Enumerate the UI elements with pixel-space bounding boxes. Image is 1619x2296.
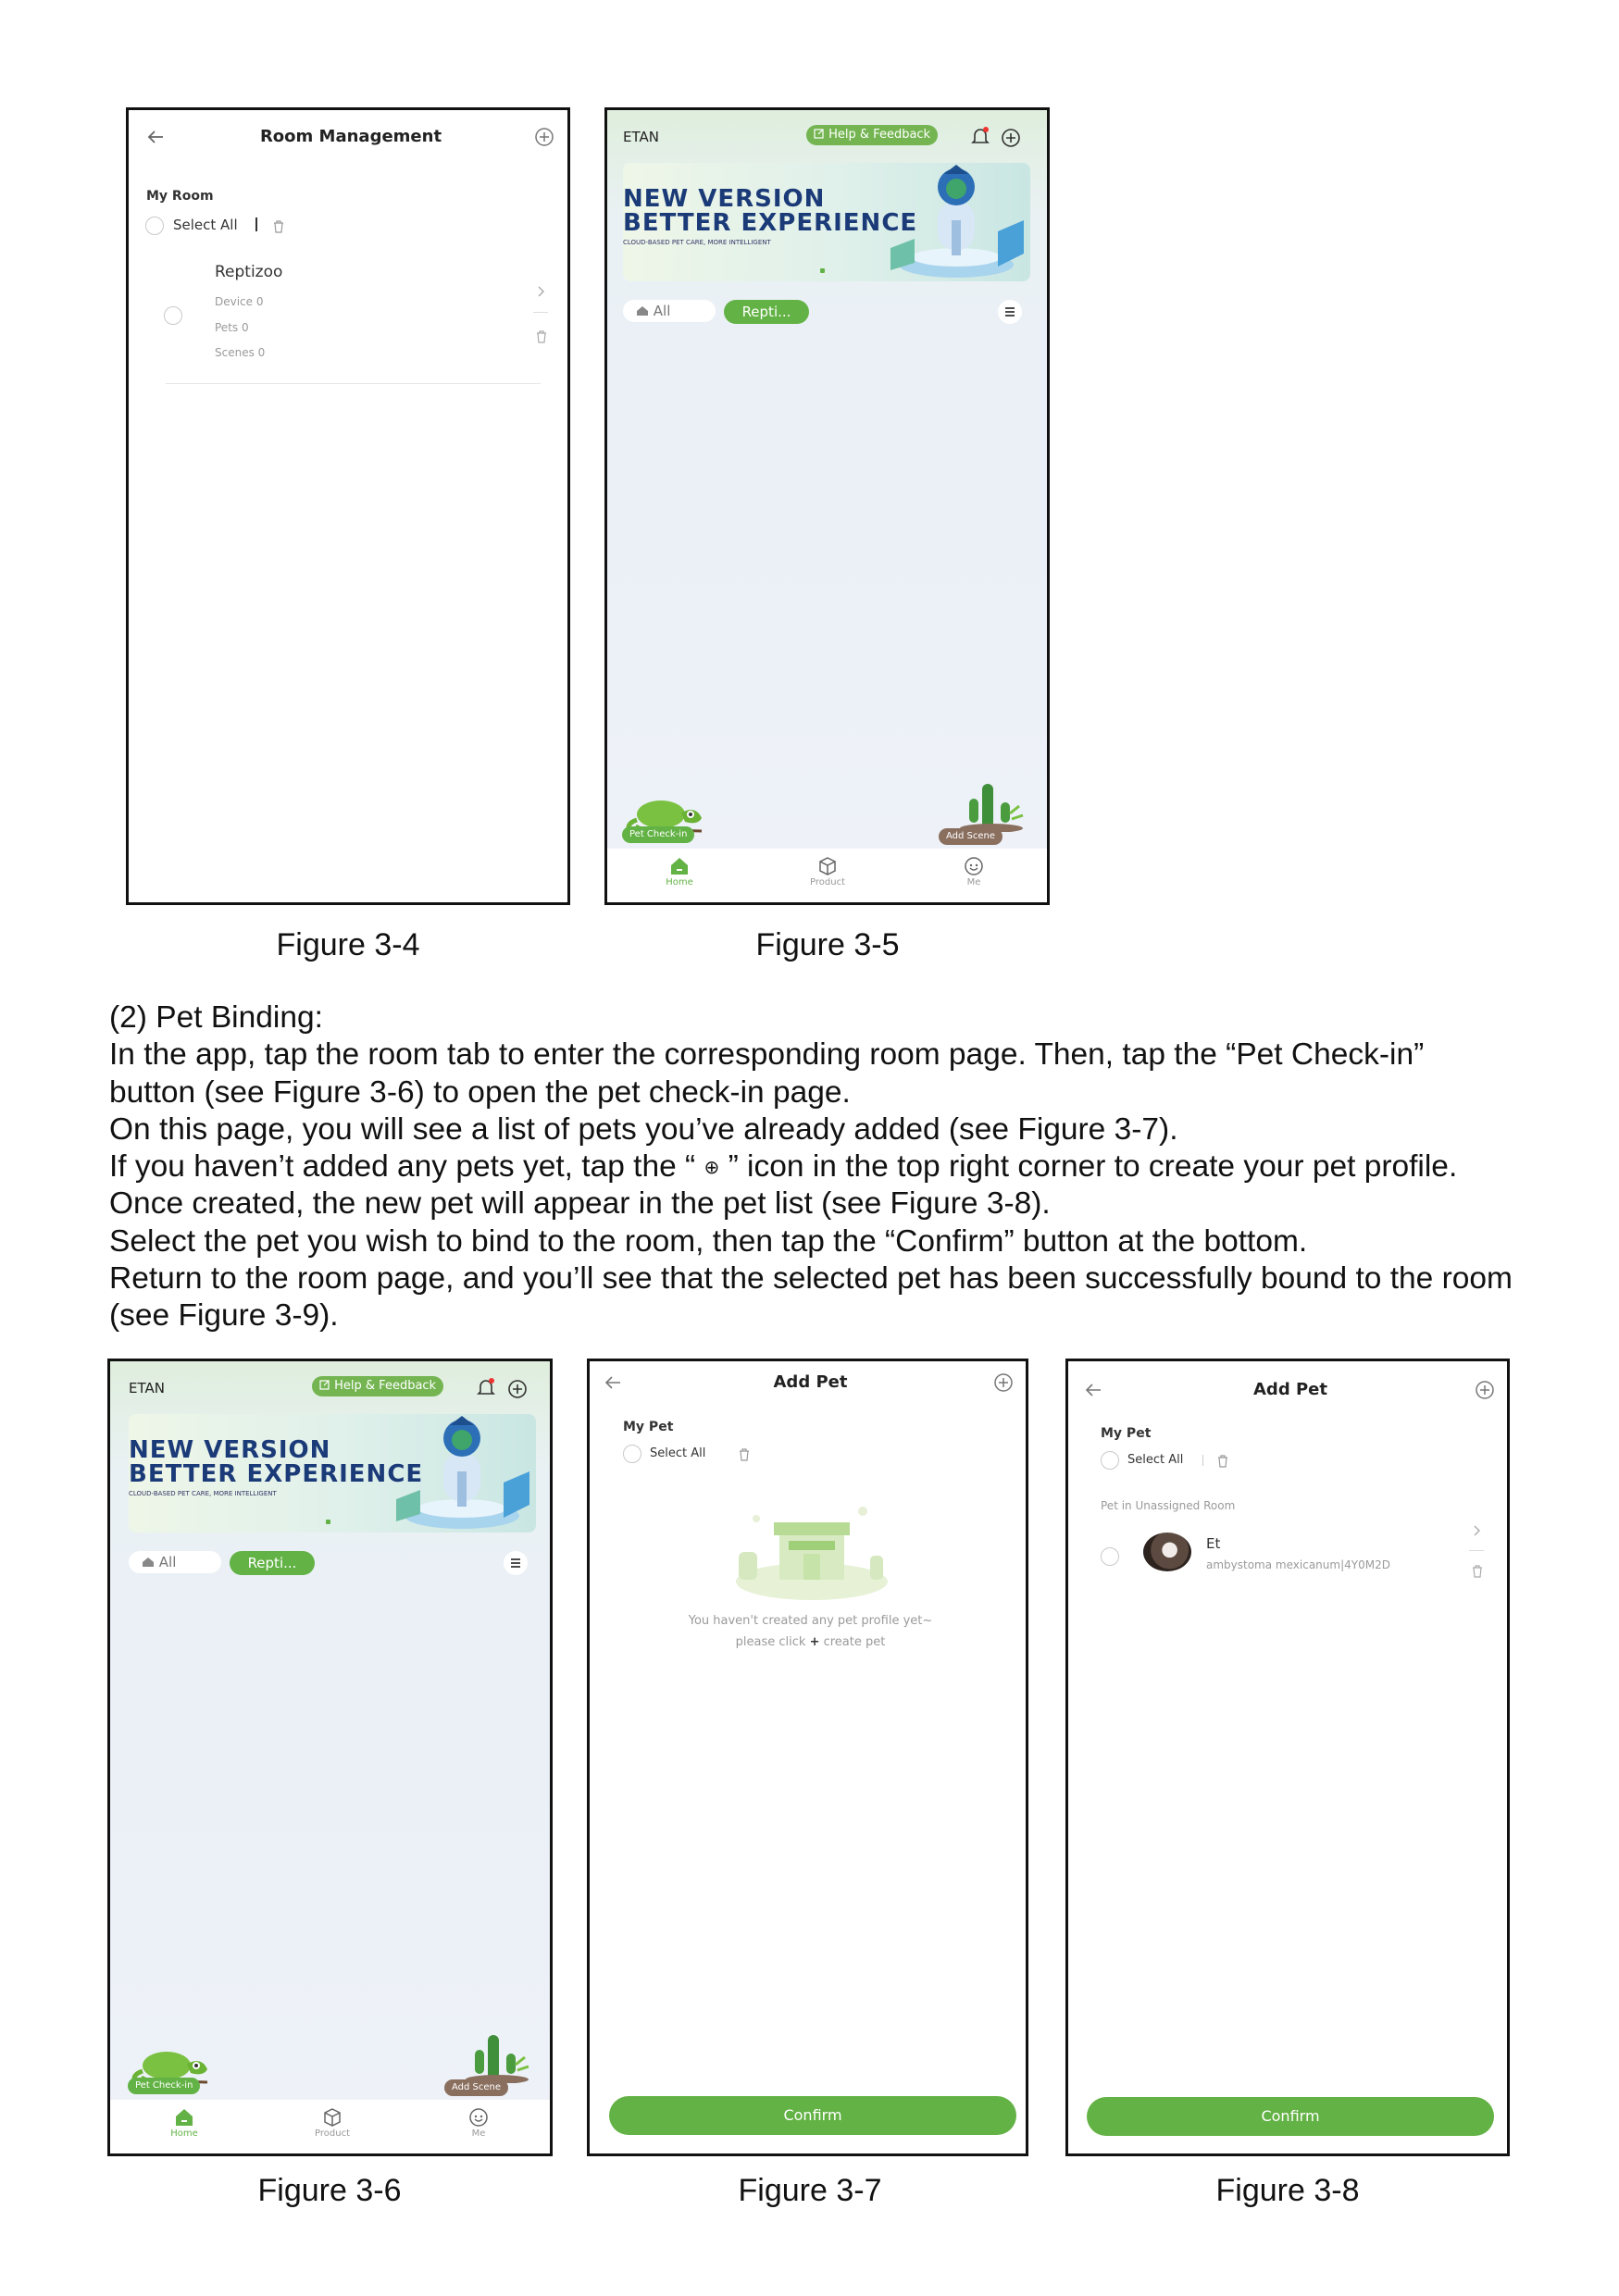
select-all-radio[interactable] <box>623 1445 641 1463</box>
empty-state-hint <box>590 1635 1028 1649</box>
pet-name: Et <box>1206 1535 1221 1552</box>
avatar <box>1143 1533 1191 1571</box>
home-icon <box>142 1557 155 1568</box>
confirm-button[interactable]: Confirm <box>1087 2097 1494 2136</box>
figure-caption: Figure 3-5 <box>755 927 900 962</box>
select-all-label[interactable]: Select All <box>650 1446 706 1460</box>
bottom-nav <box>607 849 1047 902</box>
nav-home[interactable] <box>624 849 735 887</box>
add-scene-button[interactable]: Add Scene <box>444 2079 508 2096</box>
rocket-illustration <box>887 165 1026 279</box>
nav-me-label: Me <box>966 877 981 887</box>
room-name: Reptizoo <box>215 263 283 281</box>
bottom-nav <box>110 2100 550 2153</box>
menu-button[interactable] <box>998 300 1022 324</box>
menu-button[interactable] <box>504 1551 528 1575</box>
chevron-right-icon[interactable] <box>536 284 547 299</box>
figure-caption: Figure 3-4 <box>276 927 420 962</box>
add-circle-icon[interactable] <box>533 126 555 148</box>
nav-home[interactable] <box>129 2100 240 2139</box>
paragraph-line: In the app, tap the room tab to enter the corresponding room page. Then, tap the “Pet Check-in” <box>109 1037 1425 1073</box>
text-fragment: If you haven’t added any pets yet, tap the “ <box>109 1149 704 1185</box>
smiley-icon <box>468 2107 489 2128</box>
help-feedback-label: Help & Feedback <box>828 128 931 142</box>
nav-product-label: Product <box>315 2128 350 2139</box>
nav-product[interactable] <box>772 849 883 887</box>
figure-caption: Figure 3-8 <box>1215 2173 1360 2208</box>
text-fragment: please click <box>735 1635 810 1649</box>
figure-3-4-screenshot <box>126 107 570 905</box>
room-scenes-count: Scenes 0 <box>215 346 266 359</box>
bell-icon[interactable] <box>969 125 991 147</box>
divider <box>1202 1455 1203 1466</box>
add-circle-icon[interactable] <box>1000 127 1022 149</box>
paragraph-line: Once created, the new pet will appear in the pet list (see Figure 3-8). <box>109 1186 1051 1222</box>
select-all-label[interactable]: Select All <box>173 217 238 233</box>
paragraph-line: On this page, you will see a list of pets you’ve already added (see Figure 3-7). <box>109 1111 1178 1147</box>
home-icon <box>174 2107 194 2128</box>
paragraph-line: Select the pet you wish to bind to the room, then tap the “Confirm” button at the bottom. <box>109 1223 1308 1259</box>
edit-icon <box>319 1379 330 1390</box>
banner-line-2: BETTER EXPERIENCE <box>623 209 918 237</box>
section-label: My Pet <box>1101 1426 1152 1441</box>
text-fragment: ” icon in the top right corner to create your pet profile. <box>719 1149 1458 1185</box>
page-title: Add Pet <box>1253 1380 1327 1399</box>
instructions-text <box>109 999 1553 1335</box>
tab-all[interactable] <box>129 1551 221 1573</box>
room-pets-count: Pets 0 <box>215 321 249 334</box>
empty-state-message: You haven't created any pet profile yet~ <box>688 1614 933 1628</box>
promo-banner[interactable] <box>129 1414 536 1533</box>
nav-product-label: Product <box>810 877 845 887</box>
room-radio[interactable] <box>164 306 182 325</box>
room-device-count: Device 0 <box>215 295 264 308</box>
tab-room[interactable]: Repti... <box>230 1551 315 1575</box>
figure-3-8-screenshot <box>1065 1359 1510 2156</box>
select-all-radio[interactable] <box>1101 1451 1119 1470</box>
nav-me[interactable] <box>423 2100 534 2139</box>
help-feedback-label: Help & Feedback <box>334 1379 437 1393</box>
home-icon <box>636 305 649 316</box>
add-circle-icon[interactable] <box>992 1371 1015 1394</box>
group-label: Pet in Unassigned Room <box>1101 1499 1236 1512</box>
action-divider <box>533 312 548 313</box>
create-plus[interactable]: + <box>809 1635 820 1649</box>
smiley-icon <box>964 856 984 876</box>
app-name: ETAN <box>129 1380 165 1396</box>
help-feedback-button[interactable] <box>806 125 938 145</box>
banner-subtitle: CLOUD-BASED PET CARE, MORE INTELLIGENT <box>623 239 771 246</box>
figure-caption: Figure 3-6 <box>257 2173 402 2208</box>
paragraph-line <box>109 1148 1553 1185</box>
add-icon-glyph: ⊕ <box>704 1156 720 1179</box>
action-divider <box>1469 1550 1484 1551</box>
add-circle-icon[interactable] <box>506 1378 529 1400</box>
help-feedback-button[interactable] <box>312 1376 443 1396</box>
tab-all-label: All <box>653 303 671 319</box>
select-all-label[interactable]: Select All <box>1127 1453 1184 1467</box>
cube-icon <box>817 856 838 876</box>
divider <box>255 217 257 231</box>
cube-icon <box>322 2107 342 2128</box>
rocket-illustration <box>392 1416 531 1531</box>
figure-3-5-screenshot <box>604 107 1050 905</box>
text-fragment: create pet <box>819 1635 886 1649</box>
list-separator <box>166 383 541 384</box>
figure-3-7-screenshot <box>587 1359 1028 2156</box>
paragraph-line: button (see Figure 3-6) to open the pet check-in page. <box>109 1074 851 1110</box>
banner-line-1: NEW VERSION <box>129 1436 331 1464</box>
banner-page-indicator <box>820 268 825 273</box>
banner-line-2: BETTER EXPERIENCE <box>129 1460 424 1488</box>
banner-line-1: NEW VERSION <box>623 185 826 213</box>
chevron-right-icon[interactable] <box>1472 1523 1483 1538</box>
home-icon <box>669 856 690 876</box>
trash-icon[interactable] <box>1471 1564 1484 1579</box>
pet-species: ambystoma mexicanum|4Y0M2D <box>1206 1558 1390 1571</box>
cactus-illustration <box>460 2028 534 2083</box>
add-circle-icon[interactable] <box>1474 1379 1496 1401</box>
menu-icon <box>998 300 1022 324</box>
nav-product[interactable] <box>277 2100 388 2139</box>
pet-radio[interactable] <box>1101 1547 1119 1566</box>
trash-icon[interactable] <box>1216 1454 1229 1469</box>
cactus-illustration <box>954 776 1028 832</box>
trash-icon[interactable] <box>272 219 285 234</box>
pet-checkin-button[interactable]: Pet Check-in <box>622 826 694 843</box>
edit-icon <box>814 128 825 139</box>
tab-room[interactable]: Repti... <box>724 300 809 324</box>
nav-home-label: Home <box>666 877 693 887</box>
promo-banner[interactable] <box>623 163 1030 281</box>
paragraph-line: (see Figure 3-9). <box>109 1298 339 1334</box>
trash-icon[interactable] <box>535 329 548 344</box>
confirm-button[interactable]: Confirm <box>609 2096 1016 2135</box>
tab-all[interactable] <box>623 300 716 322</box>
tab-all-label: All <box>158 1554 177 1570</box>
banner-subtitle: CLOUD-BASED PET CARE, MORE INTELLIGENT <box>129 1490 277 1497</box>
banner-page-indicator <box>326 1520 330 1524</box>
section-label: My Pet <box>623 1420 674 1434</box>
nav-me[interactable] <box>918 849 1029 887</box>
nav-home-label: Home <box>170 2128 198 2139</box>
pet-checkin-button[interactable]: Pet Check-in <box>128 2078 200 2094</box>
figure-3-6-screenshot <box>107 1359 553 2156</box>
section-label: My Room <box>146 189 214 204</box>
add-scene-button[interactable]: Add Scene <box>939 828 1003 845</box>
section-heading: (2) Pet Binding: <box>109 1000 323 1035</box>
paragraph-line: Return to the room page, and you’ll see that the selected pet has been successfully bound to the room <box>109 1261 1513 1297</box>
app-name: ETAN <box>623 129 659 145</box>
select-all-radio[interactable] <box>145 217 164 235</box>
shop-illustration <box>733 1500 890 1602</box>
page-title: Room Management <box>259 127 442 146</box>
figure-caption: Figure 3-7 <box>738 2173 882 2208</box>
trash-icon[interactable] <box>738 1447 751 1462</box>
menu-icon <box>504 1551 528 1575</box>
nav-me-label: Me <box>471 2128 486 2139</box>
bell-icon[interactable] <box>475 1376 497 1398</box>
page-title: Add Pet <box>773 1372 848 1392</box>
